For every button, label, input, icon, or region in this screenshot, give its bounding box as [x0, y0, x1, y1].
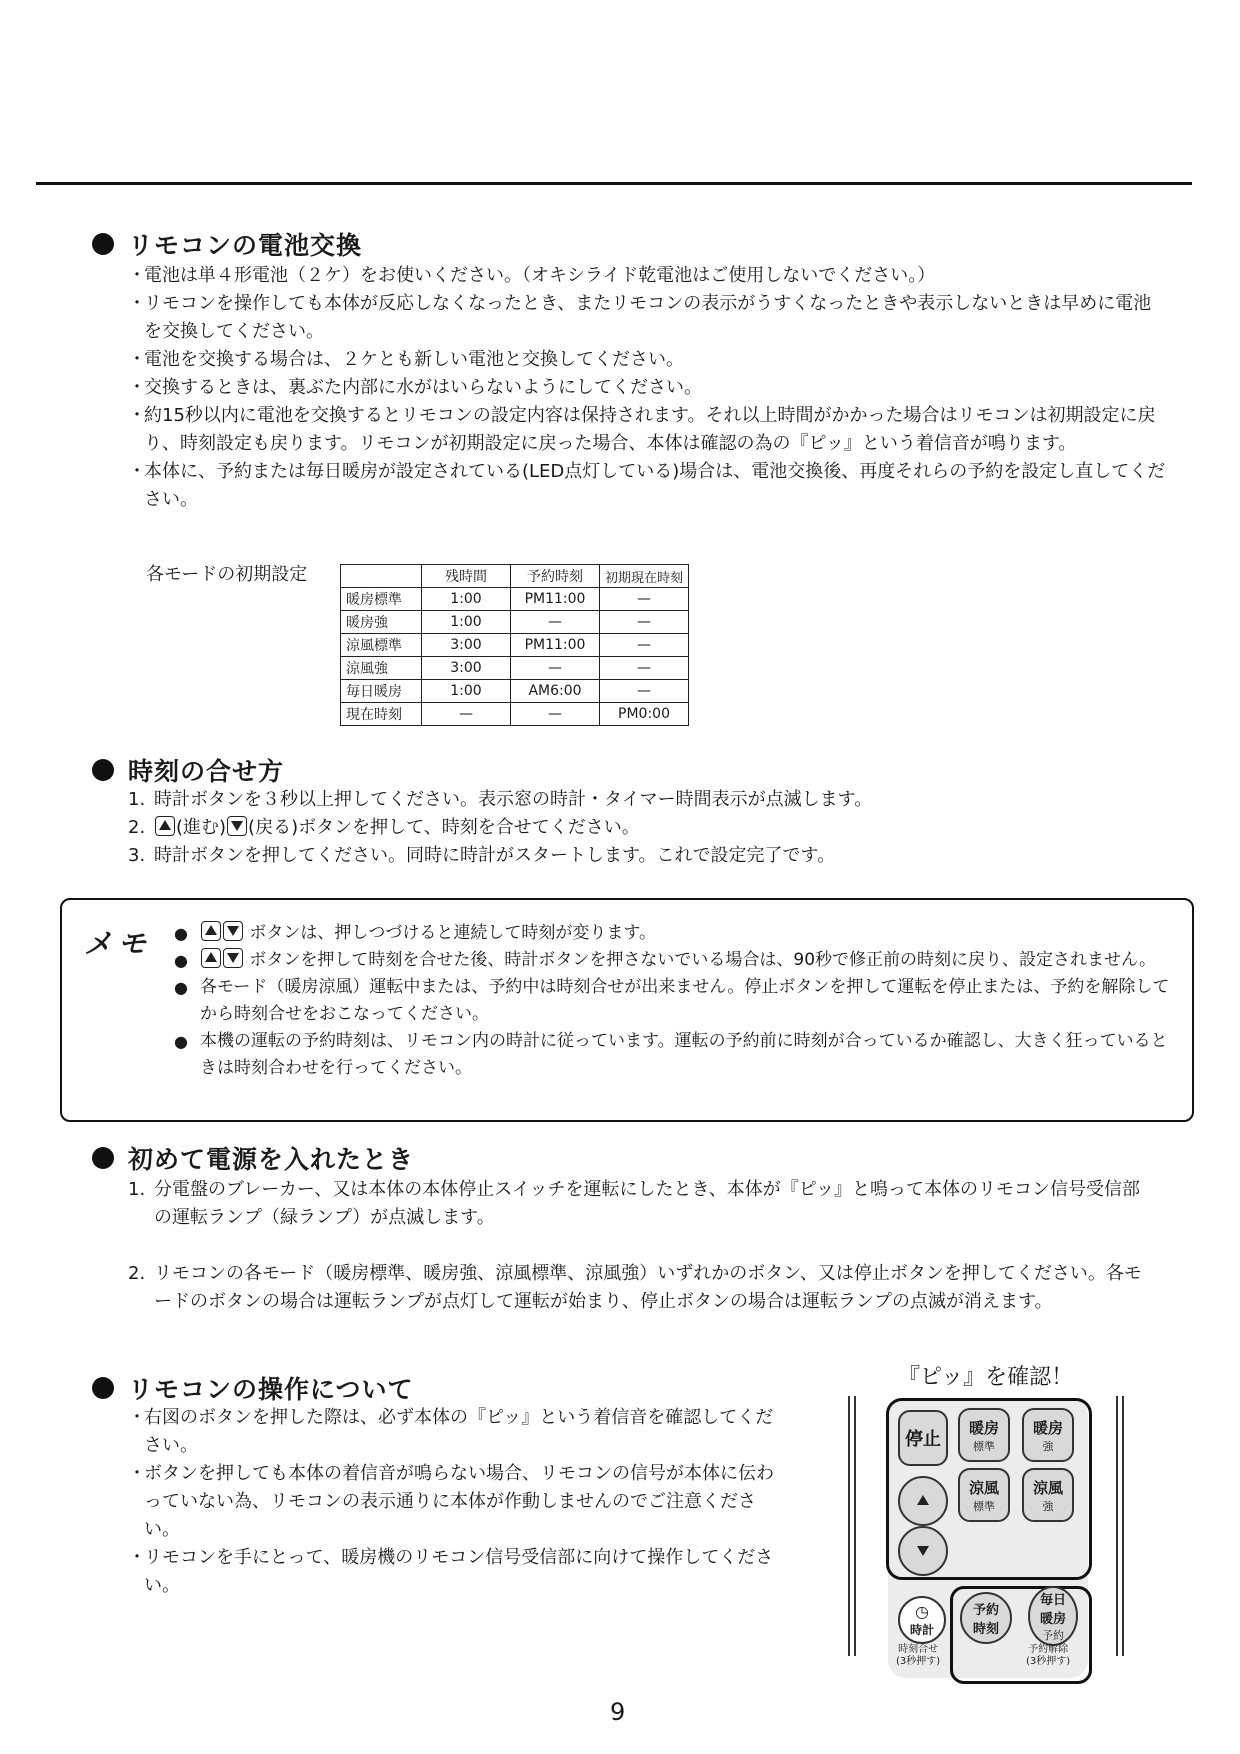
- heat-strong-button[interactable]: 暖房 強: [1022, 1408, 1074, 1462]
- down-arrow-icon: [227, 816, 247, 836]
- bullet-dot-icon: [92, 1147, 114, 1169]
- list-item: 2. (進む) (戻る)ボタンを押して、時刻を合せてください。: [128, 817, 640, 838]
- list-item: ・ 電池を交換する場合は、２ケとも新しい電池と交換してください。: [128, 349, 684, 370]
- memo-list: [174, 920, 1174, 1082]
- up-button[interactable]: [898, 1476, 948, 1526]
- list-item: ● 各モード（暖房涼風）運転中または、予約中は時刻合せが出来ません。停止ボタンを押して運転を停止または、予約を解除してから時刻合せをおこなってください。: [174, 977, 1170, 1024]
- list-item: ・ 交換するときは、裏ぶた内部に水がはいらないようにしてください。: [128, 377, 702, 398]
- clock-icon: ◷: [915, 1602, 929, 1621]
- stop-button[interactable]: 停止: [898, 1410, 948, 1466]
- initial-settings-table: [340, 564, 689, 726]
- down-arrow-icon: [914, 1542, 932, 1560]
- table-row: 涼風標準 3:00 PM11:00 —: [341, 634, 689, 657]
- list-item: 1. 時計ボタンを３秒以上押してください。表示窓の時計・タイマー時間表示が点滅します。: [128, 789, 873, 810]
- remote-edge-left: [848, 1396, 856, 1656]
- list-item: ・ リモコンを操作しても本体が反応しなくなったとき、またリモコンの表示がうすくなったときや表示しないときは早めに電池を交換してください。: [128, 293, 1152, 342]
- list-item: 2. リモコンの各モード（暖房標準、暖房強、涼風標準、涼風強）いずれかのボタン、又は停止ボタンを押してください。各モードのボタンの場合は運転ランプが点灯して運転が始まり、停止ボタンの場合は運転ランプの点滅が消えます。: [128, 1263, 1142, 1312]
- up-arrow-icon: [201, 948, 221, 968]
- list-item: ● ボタンは、押しつづけると連続して時刻が変ります。: [174, 923, 657, 943]
- memo-tag: メモ: [84, 927, 153, 960]
- table-row: 現在時刻 — — PM0:00: [341, 703, 689, 726]
- down-arrow-icon: [223, 948, 243, 968]
- list-item: ・ 電池は単４形電池（２ケ）をお使いください。（オキシライド乾電池はご使用しないでください。）: [128, 265, 936, 286]
- bullet-dot-icon: [92, 1377, 114, 1399]
- heat-standard-button[interactable]: 暖房 標準: [958, 1408, 1010, 1462]
- table-row: 毎日暖房 1:00 AM6:00 —: [341, 680, 689, 703]
- table-row: 暖房強 1:00 — —: [341, 611, 689, 634]
- list-item: ・ 右図のボタンを押した際は、必ず本体の『ピッ』という着信音を確認してください。: [128, 1407, 774, 1456]
- power-on-steps: [128, 1176, 1158, 1316]
- battery-bullets: [128, 262, 1168, 514]
- bullet-dot-icon: [92, 759, 114, 781]
- list-item: ・ ボタンを押しても本体の着信音が鳴らない場合、リモコンの信号が本体に伝わっていない為、リモコンの表示通りに本体が作動しませんのでご注意ください。: [128, 1463, 774, 1540]
- list-item: ・ 本体に、予約または毎日暖房が設定されている(LED点灯している)場合は、電池交換後、再度それらの予約を設定し直してください。: [128, 461, 1166, 510]
- section-title-remote-operation: リモコンの操作について: [92, 1370, 414, 1406]
- list-item: ・ リモコンを手にとって、暖房機のリモコン信号受信部に向けて操作してください。: [128, 1547, 774, 1596]
- down-arrow-icon: [223, 921, 243, 941]
- section-title-battery: リモコンの電池交換: [92, 226, 362, 262]
- clock-steps: [128, 786, 1168, 870]
- remote-caption: 『ピッ』を確認！: [898, 1365, 1074, 1390]
- section-title-clock: 時刻の合せ方: [92, 752, 284, 788]
- page-number: 9: [610, 1698, 626, 1726]
- cool-strong-button[interactable]: 涼風 強: [1022, 1468, 1074, 1522]
- bullet-dot-icon: [92, 233, 114, 255]
- up-arrow-icon: [155, 816, 175, 836]
- remote-operation-bullets: [128, 1404, 788, 1600]
- clock-button[interactable]: ◷ 時計: [898, 1596, 946, 1644]
- list-item: 3. 時計ボタンを押してください。同時に時計がスタートします。これで設定完了です。: [128, 845, 836, 866]
- list-item: ・ 約15秒以内に電池を交換するとリモコンの設定内容は保持されます。それ以上時間がかかった場合はリモコンは初期設定に戻り、時刻設定も戻ります。リモコンが初期設定に戻った場合、本体は確認の為の『ピッ』という着信音が鳴ります。: [128, 405, 1156, 454]
- up-arrow-icon: [914, 1492, 932, 1510]
- reserve-time-button[interactable]: 予約 時刻: [960, 1592, 1012, 1644]
- table-row: 暖房標準 1:00 PM11:00 —: [341, 588, 689, 611]
- up-arrow-icon: [201, 921, 221, 941]
- down-button[interactable]: [898, 1526, 948, 1576]
- table-header-row: 残時間 予約時刻 初期現在時刻: [341, 565, 689, 588]
- list-item: 1. 分電盤のブレーカー、又は本体の本体停止スイッチを運転にしたとき、本体が『ピッ』と鳴って本体のリモコン信号受信部の運転ランプ（緑ランプ）が点滅します。: [128, 1179, 1141, 1228]
- list-item: ● 本機の運転の予約時刻は、リモコン内の時計に従っています。運転の予約前に時刻が合っているか確認し、大きく狂っているときは時刻合わせを行ってください。: [174, 1031, 1168, 1078]
- table-row: 涼風強 3:00 — —: [341, 657, 689, 680]
- table-label: 各モードの初期設定: [146, 564, 308, 585]
- cancel-note: 予約解除 (3秒押す): [1026, 1644, 1071, 1667]
- memo-box: [60, 898, 1194, 1122]
- top-rule: [36, 182, 1192, 185]
- list-item: ● ボタンを押して時刻を合せた後、時計ボタンを押さないでいる場合は、90秒で修正前の時刻に戻り、設定されません。: [174, 950, 1157, 970]
- clock-note: 時刻合せ (3秒押す): [896, 1644, 941, 1667]
- remote-illustration: [848, 1396, 1128, 1682]
- remote-edge-right: [1116, 1396, 1124, 1656]
- daily-heat-button[interactable]: 毎日 暖房 予約: [1028, 1586, 1078, 1646]
- cool-standard-button[interactable]: 涼風 標準: [958, 1468, 1010, 1522]
- section-title-power-on: 初めて電源を入れたとき: [92, 1140, 414, 1176]
